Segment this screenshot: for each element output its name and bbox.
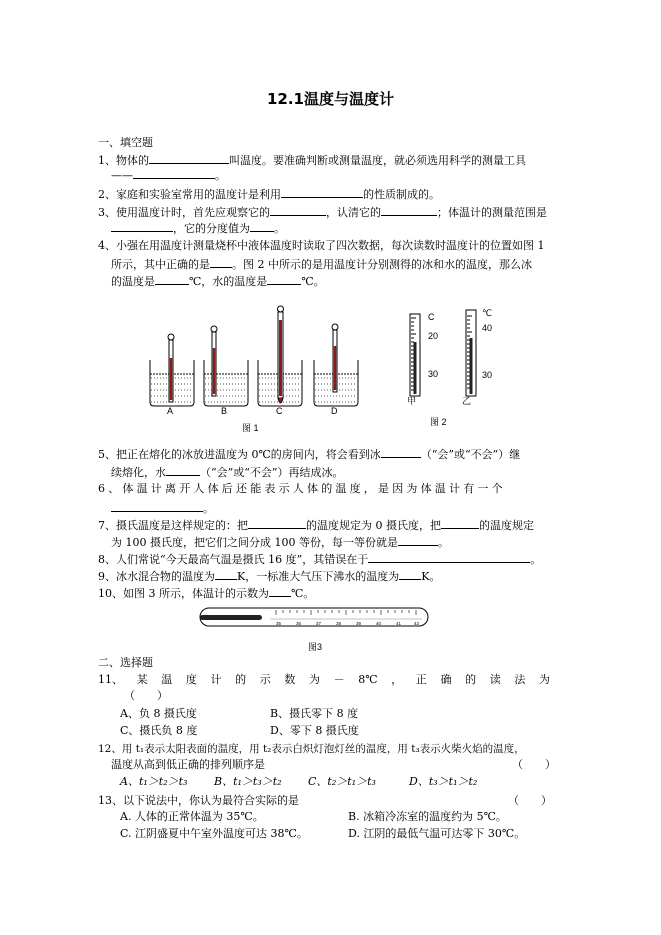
beaker-a — [150, 334, 194, 406]
fig2-left-label: 甲 — [407, 396, 417, 406]
q11-char: 8℃ — [358, 673, 378, 686]
question-6-line-2 — [111, 500, 214, 516]
question-5-line-2 — [111, 464, 344, 480]
q7-text-c: 的温度规定 — [479, 519, 534, 532]
q11-char: 数 — [284, 673, 296, 686]
section-choice-heading: 二、选择题 — [98, 656, 153, 669]
q1-text-c: —— — [111, 169, 133, 182]
fig3-scale-38: 38 — [336, 621, 342, 626]
q11-char: 读 — [489, 673, 501, 686]
fig3-scale-39: 39 — [356, 621, 362, 626]
fig3-caption: 图3 — [308, 642, 323, 652]
q11-char: 确 — [440, 673, 452, 686]
q11-char: 度 — [185, 673, 197, 686]
q7-text-a: 7、摄氏温度是这样规定的：把 — [98, 519, 248, 532]
q8-blank[interactable] — [368, 551, 530, 563]
q1-blank-2[interactable] — [133, 167, 215, 179]
q13-option-d[interactable]: D. 江阴的最低气温可达零下 30℃。 — [348, 827, 526, 840]
q11-char: 法 — [514, 673, 526, 686]
q3-blank-3[interactable] — [111, 220, 173, 232]
q3-blank-1[interactable] — [270, 204, 326, 216]
q9-blank-2[interactable] — [399, 568, 421, 580]
q4-text-e: ℃，水的温度是 — [189, 275, 268, 288]
q13-option-b[interactable]: B. 冰箱冷冻室的温度约为 5℃。 — [348, 810, 507, 823]
q5-text-a: 5、把正在熔化的冰放进温度为 0℃的房间内，将会看到冰 — [98, 448, 381, 461]
q12-option-c[interactable]: C、t₂＞t₁＞t₃ — [308, 775, 376, 788]
q8-text-b: 。 — [530, 553, 542, 566]
q3-text-c: ；体温计的测量范围是 — [437, 206, 547, 219]
fig3-scale-37: 37 — [316, 621, 322, 626]
q12-option-a[interactable]: A、t₁＞t₂＞t₃ — [120, 775, 188, 788]
section-fill-in-heading: 一、填空题 — [98, 136, 153, 149]
q7-blank-1[interactable] — [248, 517, 306, 529]
question-1-line-1 — [98, 152, 526, 168]
q7-text-e: 。 — [437, 536, 449, 549]
q12-option-d[interactable]: D、t₃＞t₁＞t₂ — [409, 775, 478, 788]
fig2-left-tick-top: 20 — [428, 331, 439, 341]
q4-text-c: 。图 2 中所示的是用温度计分别测得的冰和水的温度，那么冰 — [232, 258, 532, 271]
question-1-line-2 — [111, 167, 226, 183]
question-3-line-2 — [111, 220, 285, 236]
q4-text-d: 的温度是 — [111, 275, 155, 288]
page-title: 12.1温度与温度计 — [266, 90, 394, 108]
q7-blank-3[interactable] — [398, 534, 438, 546]
fig2-right-label: 乙 — [462, 396, 472, 406]
fig2-caption: 图 2 — [430, 417, 447, 427]
q3-blank-2[interactable] — [381, 204, 437, 216]
q9-blank-1[interactable] — [215, 568, 237, 580]
q6-blank[interactable] — [111, 500, 203, 512]
q11-char: ， — [391, 673, 403, 686]
q1-text-d: 。 — [215, 169, 226, 182]
fig1-caption: 图 1 — [242, 423, 259, 433]
q13-option-a[interactable]: A. 人体的正常体温为 35℃。 — [120, 810, 264, 823]
q11-char: 示 — [259, 673, 271, 686]
fig2-right-tick-top: 40 — [482, 323, 493, 333]
question-12-line-2: 温度从高到低正确的排列顺序是 — [111, 758, 265, 771]
q11-char: － — [333, 673, 345, 686]
q11-option-b[interactable]: B、摄氏零下 8 度 — [270, 707, 359, 720]
fig3-scale-41: 41 — [396, 621, 402, 626]
question-4-line-3 — [111, 273, 325, 289]
q8-text-a: 8、人们常说“今天最高气温是摄氏 16 度”，其错误在于 — [98, 553, 369, 566]
q4-text-b: 所示，其中正确的是 — [111, 258, 210, 271]
fig3-scale-40: 40 — [376, 621, 382, 626]
q2-text-b: 的性质制成的。 — [363, 188, 440, 201]
figure-1-beakers — [140, 302, 380, 424]
q4-text-f: ℃。 — [301, 275, 325, 288]
q1-blank-1[interactable] — [149, 152, 229, 164]
question-12-line-1: 12、用 t₁表示太阳表面的温度，用 t₂表示白炽灯泡灯丝的温度，用 t₃表示火柴火焰的温度， — [98, 743, 525, 755]
thermometer-yi — [466, 310, 476, 396]
thermometer-jia — [410, 314, 420, 396]
question-4-line-1: 4、小强在用温度计测量烧杯中液体温度时读取了四次数据，每次读数时温度计的位置如图 1 — [98, 239, 545, 252]
q11-char: 计 — [210, 673, 222, 686]
q3-blank-4[interactable] — [250, 220, 274, 232]
q9-text-a: 9、冰水混合物的温度为 — [98, 570, 215, 583]
q3-text-e: 。 — [274, 222, 285, 235]
q7-blank-2[interactable] — [441, 517, 479, 529]
question-9 — [98, 568, 440, 584]
q10-text-a: 10、如图 3 所示，体温计的示数为 — [98, 587, 269, 600]
question-7-line-1 — [98, 517, 534, 533]
q11-char: 为 — [309, 673, 320, 686]
q3-text-d: ，它的分度值为 — [173, 222, 250, 235]
question-8 — [98, 551, 541, 567]
fig2-right-tick-bottom: 30 — [482, 370, 493, 380]
q13-answer-paren[interactable]: （ ） — [508, 794, 552, 807]
q2-text-a: 2、家庭和实验室常用的温度计是利用 — [98, 188, 281, 201]
q11-char: 正 — [415, 673, 427, 686]
q12-option-b[interactable]: B、t₁＞t₃＞t₂ — [214, 775, 282, 788]
question-6-line-1: 6、体温计离开人体后还能表示人体的温度，是因为体温计有一个 — [98, 482, 506, 495]
question-5-line-1 — [98, 446, 520, 462]
fig1-label-d: D — [331, 406, 338, 416]
q9-text-c: K。 — [421, 570, 441, 583]
q5-blank-1[interactable] — [381, 446, 421, 458]
q4-blank-3[interactable] — [267, 273, 301, 285]
q11-option-c[interactable]: C、摄氏负 8 度 — [120, 724, 198, 737]
fig2-left-unit: C — [428, 312, 435, 322]
q11-char: 为 — [538, 673, 550, 686]
question-7-line-2 — [111, 534, 449, 550]
q11-char: 11、 — [98, 673, 123, 686]
q5-text-b: （“会”或“不会”）继 — [420, 448, 521, 461]
q5-text-d: （“会”或“不会”）再结成冰。 — [200, 466, 344, 479]
question-10 — [98, 585, 314, 601]
fig2-right-unit: ℃ — [482, 308, 493, 318]
beaker-d — [314, 324, 358, 406]
beaker-c — [258, 306, 302, 406]
q11-option-d[interactable]: D、零下 8 摄氏度 — [270, 724, 359, 737]
q11-char: 某 — [136, 673, 148, 686]
fig1-label-a: A — [167, 406, 174, 416]
q7-text-d: 为 100 摄氏度，把它们之间分成 100 等份，每一等份就是 — [111, 536, 398, 549]
q3-text-a: 3、使用温度计时，首先应观察它的 — [98, 206, 270, 219]
fig1-label-c: C — [276, 406, 283, 416]
q11-option-a[interactable]: A、负 8 摄氏度 — [120, 707, 197, 720]
q5-blank-2[interactable] — [166, 464, 200, 476]
question-11-stem — [98, 673, 550, 687]
q10-blank[interactable] — [269, 585, 291, 597]
fig3-scale-42: 42 — [414, 621, 420, 626]
fig3-scale-36: 36 — [296, 621, 302, 626]
figure-3-clinical-thermometer — [196, 606, 432, 628]
q1-text-a: 1、物体的 — [98, 154, 149, 167]
question-2 — [98, 186, 440, 202]
q4-blank-2[interactable] — [155, 273, 189, 285]
q1-text-b: 叫温度。要准确判断或测量温度，就必须选用科学的测量工具 — [229, 154, 526, 167]
question-4-line-2 — [111, 256, 532, 272]
q11-char: 温 — [161, 673, 173, 686]
q3-text-b: ，认清它的 — [326, 206, 381, 219]
q10-text-b: ℃。 — [291, 587, 315, 600]
question-13-stem: 13、以下说法中，你认为最符合实际的是 — [98, 794, 299, 807]
q11-char: 的 — [465, 673, 477, 686]
fig3-scale-35: 35 — [276, 621, 282, 626]
q7-text-b: 的温度规定为 0 摄氏度，把 — [306, 519, 441, 532]
q5-text-c: 续熔化，水 — [111, 466, 166, 479]
q9-text-b: K，一标准大气压下沸水的温度为 — [237, 570, 400, 583]
beaker-b — [204, 326, 248, 406]
fig2-left-tick-bottom: 30 — [428, 369, 439, 379]
q11-answer-paren[interactable]: （ ） — [124, 689, 168, 702]
q12-answer-paren[interactable]: （ ） — [512, 758, 556, 771]
fig1-label-b: B — [221, 406, 228, 416]
q11-char: 的 — [235, 673, 247, 686]
q6-text-b: 。 — [203, 502, 214, 515]
q2-blank[interactable] — [281, 186, 363, 198]
q13-option-c[interactable]: C. 江阴盛夏中午室外温度可达 38℃。 — [120, 827, 308, 840]
question-3-line-1 — [98, 204, 547, 220]
q4-blank-1[interactable] — [210, 256, 232, 268]
